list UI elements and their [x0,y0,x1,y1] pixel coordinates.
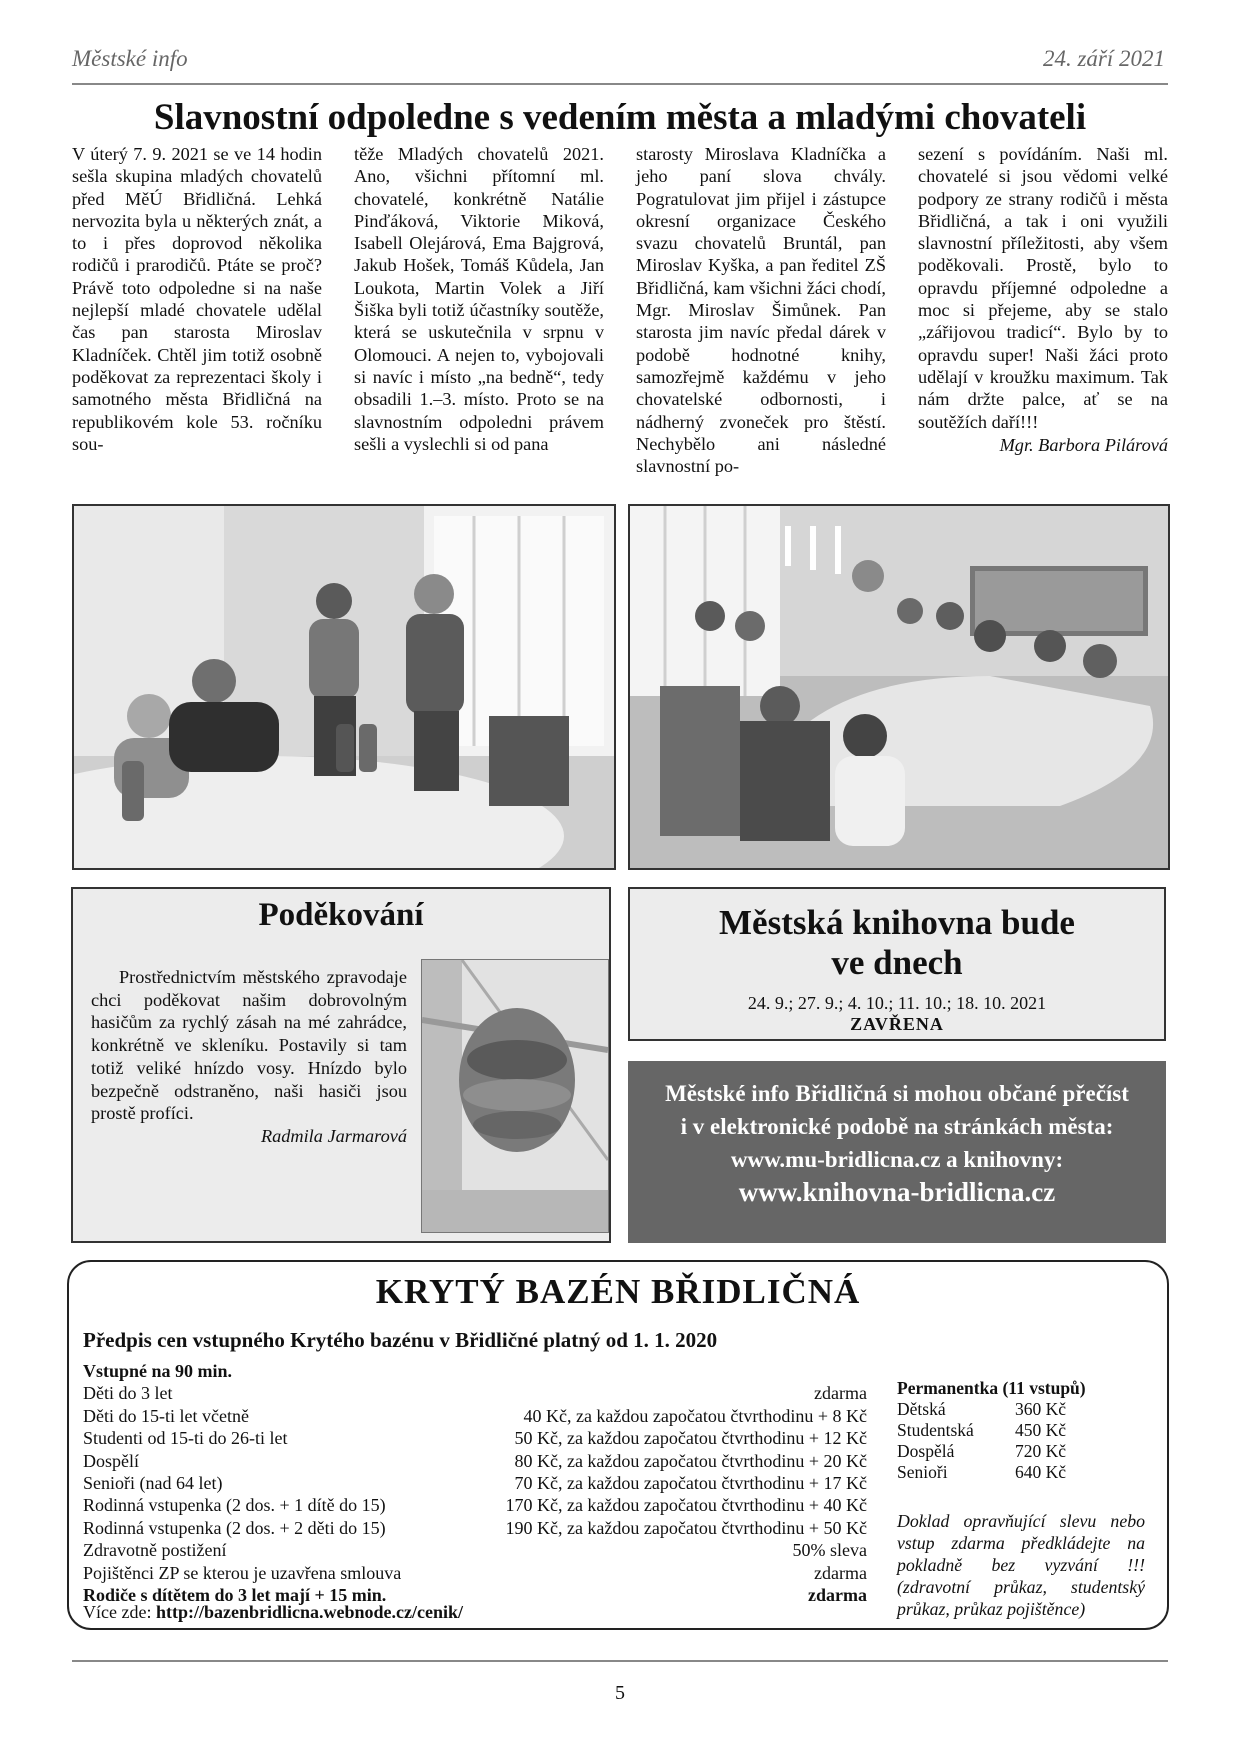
perm-name: Dospělá [897,1441,955,1461]
page-number: 5 [615,1682,625,1704]
thanks-box [71,887,611,1243]
pool-title: KRYTÝ BAZÉN BŘIDLIČNÁ [375,1272,861,1311]
perm-price: 720 Kč [1015,1441,1067,1461]
row-price: 80 Kč, za každou započatou čtvrthodinu + 20 Kč [514,1450,867,1471]
thanks-paragraph: Prostřednictvím městského zpravodaje chci poděkovat našim dobrovolným hasičům za rychlý zásah na mé zahrádce, konkrétně ve skleníku. Postavily si tam totiž veliké hnízdo vosy. Hnízdo bylo bezpečně odstraněno, naši hasiči jsou prostě profíci. [91,967,407,1124]
row-price: 50% sleva [792,1540,867,1561]
library-status: ZAVŘENA [850,1014,944,1034]
row-name: Dospělí [83,1450,139,1471]
list-item [897,1441,1137,1462]
table-row [83,1562,867,1584]
article-text: V úterý 7. 9. 2021 se ve 14 hodin sešla skupina mladých chovatelů před MěÚ Břidličná. Lehká nervozita byla u některých znát, a to i přes doprovod několika rodičů i prarodičů. Ptáte se proč? Právě toto odpoledne si na naše nejlepší mladé chovatele udělal čas pan starosta Miroslav Kladníček. Chtěl jim totiž osobně poděkovat za reprezentaci školy i samotného města Břidličná na republikovém kole 53. ročníku sou- [72,144,322,454]
thanks-author: Radmila Jarmarová [260,1125,407,1146]
photo-wasp-nest [421,959,609,1233]
list-item [897,1399,1137,1420]
article-text: těže Mladých chovatelů 2021. Ano, všichni přítomní ml. chovatelé, konkrétně Natálie Pinďáková, Viktorie Miková, Isabell Olejárová, Ema Bajgrová, Jakub Hošek, Tomáš Kůdela, Jan Loukota, Martin Volek a Jiří Šiška byli totiž účastníky soutěže, která se uskutečnila v srpnu v Olomouci. A nejen to, vybojovali si navíc i místo „na bedně“, tedy obsadili 1.–3. místo. Proto se na slavnostním odpoledni právem sešli a vyslechli si od pana [354,144,604,454]
pool-price-table [83,1360,867,1606]
perm-price: 640 Kč [1015,1462,1067,1482]
pool-more-info [83,1602,463,1623]
permanent-title: Permanentka (11 vstupů) [897,1378,1086,1398]
library-box [628,887,1166,1041]
article-columns [72,143,1168,477]
photo-meeting-room [628,504,1170,870]
row-name: Senioři (nad 64 let) [83,1473,223,1494]
header-date: 24. září 2021 [1042,46,1165,71]
row-name: Rodiče s dítětem do 3 let mají + 15 min. [83,1585,387,1606]
row-price: zdarma [808,1585,867,1606]
row-name: Studenti od 15-ti do 26-ti let [83,1428,288,1449]
pool-subtitle: Předpis cen vstupného Krytého bazénu v Břidličné platný od 1. 1. 2020 [83,1328,718,1352]
library-title [630,903,1164,983]
table-row [83,1539,867,1561]
article-title: Slavnostní odpoledne s vedením města a mladými chovateli [153,97,1087,138]
library-title-line: ve dnech [831,943,963,982]
perm-name: Dětská [897,1399,946,1419]
row-price: 190 Kč, za každou započatou čtvrthodinu + 50 Kč [505,1517,867,1538]
pool-note: Doklad opravňující slevu nebo vstup zdarma předkládejte na pokladně bez vyzvání !!! (zdravotní průkaz, studentský průkaz, průkaz pojištěnce) [897,1511,1145,1619]
thanks-text [91,966,407,1148]
online-line: Městské info Břidličná si mohou občané přečíst [665,1081,1129,1106]
table-row [83,1382,867,1404]
row-name: Zdravotně postižení [83,1540,227,1561]
row-price: 50 Kč, za každou započatou čtvrthodinu + 12 Kč [514,1428,867,1449]
online-info-box [628,1061,1166,1243]
article-text: sezení s povídáním. Naši ml. chovatelé si jsou vědomi velké podpory ze strany rodičů i města Břidličná, a tak i oni využili slavnostní příležitosti, aby všem poděkovali. Prostě, bylo to opravdu příjemné odpoledne a moc si přejeme, aby se stalo „zářijovou tradicí“. Bylo by to opravdu super! Naši žáci proto udělají v kroužku maximum. Tak nám držte palce, ať se na soutěžích daří!!! [918,144,1168,432]
perm-price: 450 Kč [1015,1420,1067,1440]
online-line: i v elektronické podobě na stránkách města: [680,1114,1114,1139]
photo-award-handshake [72,504,616,870]
pool-permanent [897,1378,1137,1483]
row-name: Děti do 15-ti let včetně [83,1405,249,1426]
thanks-title: Poděkování [258,897,424,933]
row-price: 70 Kč, za každou započatou čtvrthodinu + 17 Kč [514,1473,867,1494]
article-column-3 [636,143,886,477]
row-name: Pojištěnci ZP se kterou je uzavřena smlouva [83,1562,402,1583]
row-price: zdarma [814,1383,867,1404]
row-price: 170 Kč, za každou započatou čtvrthodinu + 40 Kč [505,1495,867,1516]
table-row [83,1472,867,1494]
table-row [83,1427,867,1449]
table-row [83,1494,867,1516]
header-rule [72,83,1168,85]
article-column-4 [918,143,1168,477]
header-left: Městské info [72,46,188,71]
article-column-2 [354,143,604,477]
perm-name: Senioři [897,1462,948,1482]
pool-box [67,1260,1169,1630]
table-row [83,1405,867,1427]
article-text: starosty Miroslava Kladníčka a jeho paní slova chvály. Pogratulovat jim přijel i zástupce okresní organizace Českého svazu chovatelů Bruntál, pan Miroslav Kyška, a pan ředitel ZŠ Břidličná, kam všichni žáci chodí, Mgr. Miroslav Šimůnek. Pan starosta jim navíc předal dárek v podobě hodnotné knihy, samozřejmě každému v jeho chovatelské odbornosti, i nádherný zvoneček pro štěstí. Nechybělo ani následné slavnostní po- [636,144,886,477]
footer-rule [72,1660,1168,1662]
library-dates: 24. 9.; 27. 9.; 4. 10.; 11. 10.; 18. 10. 2021 [747,993,1047,1013]
row-name: Rodinná vstupenka (2 dos. + 1 dítě do 15) [83,1495,386,1516]
table-row [83,1517,867,1539]
perm-price: 360 Kč [1015,1399,1067,1419]
article-column-1 [72,143,322,477]
table-row [83,1450,867,1472]
online-line: www.mu-bridlicna.cz a knihovny: [730,1147,1064,1172]
row-price: zdarma [814,1562,867,1583]
online-line-link: www.knihovna-bridlicna.cz [738,1177,1056,1207]
row-name: Rodinná vstupenka (2 dos. + 2 děti do 15) [83,1517,386,1538]
pool-table-head: Vstupné na 90 min. [83,1361,233,1381]
row-name: Děti do 3 let [83,1383,173,1404]
list-item [897,1462,1137,1483]
pool-more-label: Více zde: [83,1602,152,1622]
perm-name: Studentská [897,1420,974,1440]
library-title-line: Městská knihovna bude [719,903,1075,942]
row-price: 40 Kč, za každou započatou čtvrthodinu + 8 Kč [523,1405,867,1426]
pool-link[interactable]: http://bazenbridlicna.webnode.cz/cenik/ [155,1602,463,1622]
article-author: Mgr. Barbora Pilárová [999,434,1168,455]
list-item [897,1420,1137,1441]
